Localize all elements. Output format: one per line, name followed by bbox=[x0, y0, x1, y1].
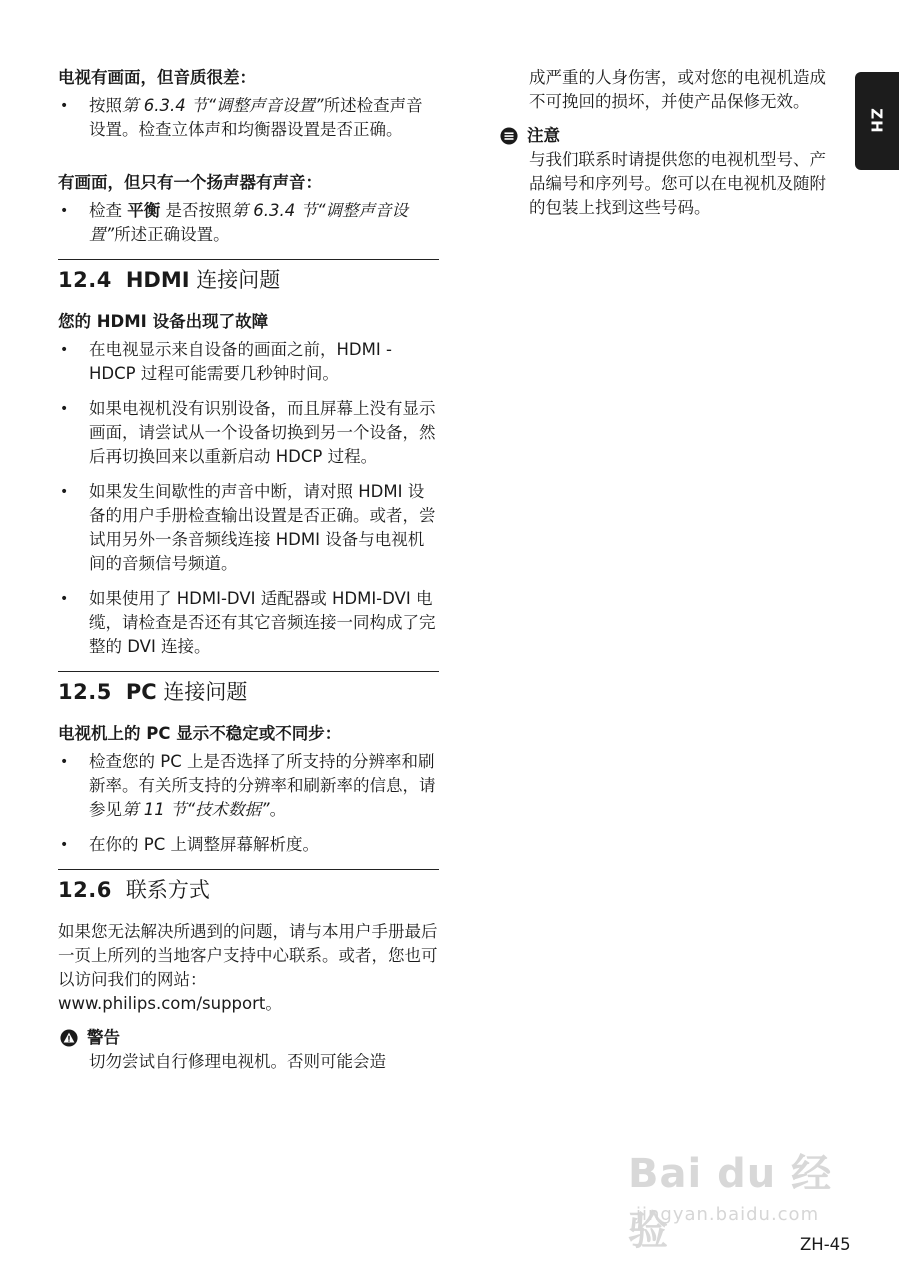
watermark-url: jingyan.baidu.com bbox=[636, 1204, 820, 1225]
section-12-4 bbox=[58, 259, 439, 659]
pc-list bbox=[58, 750, 439, 857]
cross-reference: 第 6.3.4 节“调整声音设置” bbox=[89, 201, 409, 244]
support-url: www.philips.com/support。 bbox=[58, 994, 282, 1013]
list-item: • 检查您的 PC 上是否选择了所支持的分辨率和刷新率。有关所支持的分辨率和刷新率的信息，请参见第 11 节“技术数据”。 bbox=[58, 750, 439, 822]
note-icon bbox=[500, 127, 518, 145]
section-title: 12.6 联系方式 bbox=[58, 878, 210, 902]
subhead-poor-sound: 电视有画面，但音质很差： bbox=[58, 68, 256, 87]
cross-reference: 第 11 节“技术数据” bbox=[122, 800, 270, 819]
warning-body: 切勿尝试自行修理电视机。否则可能会造 bbox=[89, 1052, 386, 1071]
section-title: 12.4 HDMI 连接问题 bbox=[58, 268, 281, 292]
list-item: • 如果发生间歇性的声音中断，请对照 HDMI 设备的用户手册检查输出设置是否正确。或者，尝试用另外一条音频线连接 HDMI 设备与电视机间的音频信号频道。 bbox=[58, 480, 439, 576]
list-item: • 如果使用了 HDMI-DVI 适配器或 HDMI-DVI 电缆，请检查是否还有其它音频连接一同构成了完整的 DVI 连接。 bbox=[58, 587, 439, 659]
language-tab bbox=[855, 72, 899, 170]
one-speaker-list bbox=[58, 199, 439, 247]
left-column bbox=[58, 66, 439, 1074]
section-12-5 bbox=[58, 671, 439, 857]
section-12-6 bbox=[58, 869, 439, 1074]
warning-triangle-icon bbox=[60, 1029, 78, 1047]
note-body: 与我们联系时请提供您的电视机型号、产品编号和序列号。您可以在电视机及随附的包装上找到这些号码。 bbox=[529, 150, 826, 217]
warning-heading: 警告 bbox=[58, 1026, 439, 1050]
list-item: • 如果电视机没有识别设备，而且屏幕上没有显示画面，请尝试从一个设备切换到另一个设备，然后再切换回来以重新启动 HDCP 过程。 bbox=[58, 397, 439, 469]
hdmi-list bbox=[58, 338, 439, 659]
list-item: • 按照第 6.3.4 节“调整声音设置”所述检查声音设置。检查立体声和均衡器设置是否正确。 bbox=[58, 94, 439, 142]
warning-body-continued: 成严重的人身伤害，或对您的电视机造成不可挽回的损坏，并使产品保修无效。 bbox=[529, 68, 826, 111]
note-heading: 注意 bbox=[498, 124, 838, 148]
right-column bbox=[498, 66, 838, 220]
cross-reference: 第 6.3.4 节“调整声音设置” bbox=[122, 96, 324, 115]
list-item: • 在电视显示来自设备的画面之前，HDMI - HDCP 过程可能需要几秒钟时间。 bbox=[58, 338, 439, 386]
subhead-one-speaker: 有画面，但只有一个扬声器有声音： bbox=[58, 173, 322, 192]
poor-sound-list bbox=[58, 94, 439, 142]
section-title: 12.5 PC 连接问题 bbox=[58, 680, 248, 704]
subhead-pc-unstable: 电视机上的 PC 显示不稳定或不同步： bbox=[58, 724, 342, 743]
contact-paragraph: 如果您无法解决所遇到的问题，请与本用户手册最后一页上所列的当地客户支持中心联系。或者，您也可以访问我们的网站： bbox=[58, 922, 438, 989]
list-item: • 检查 平衡 是否按照第 6.3.4 节“调整声音设置”所述正确设置。 bbox=[58, 199, 439, 247]
subhead-hdmi-fault: 您的 HDMI 设备出现了故障 bbox=[58, 312, 269, 331]
list-item: • 在你的 PC 上调整屏幕解析度。 bbox=[58, 833, 439, 857]
watermark-logo: Bai du 经验 bbox=[628, 1151, 833, 1254]
page-number: ZH-45 bbox=[800, 1235, 851, 1254]
language-tab-label: ZH bbox=[868, 108, 886, 134]
